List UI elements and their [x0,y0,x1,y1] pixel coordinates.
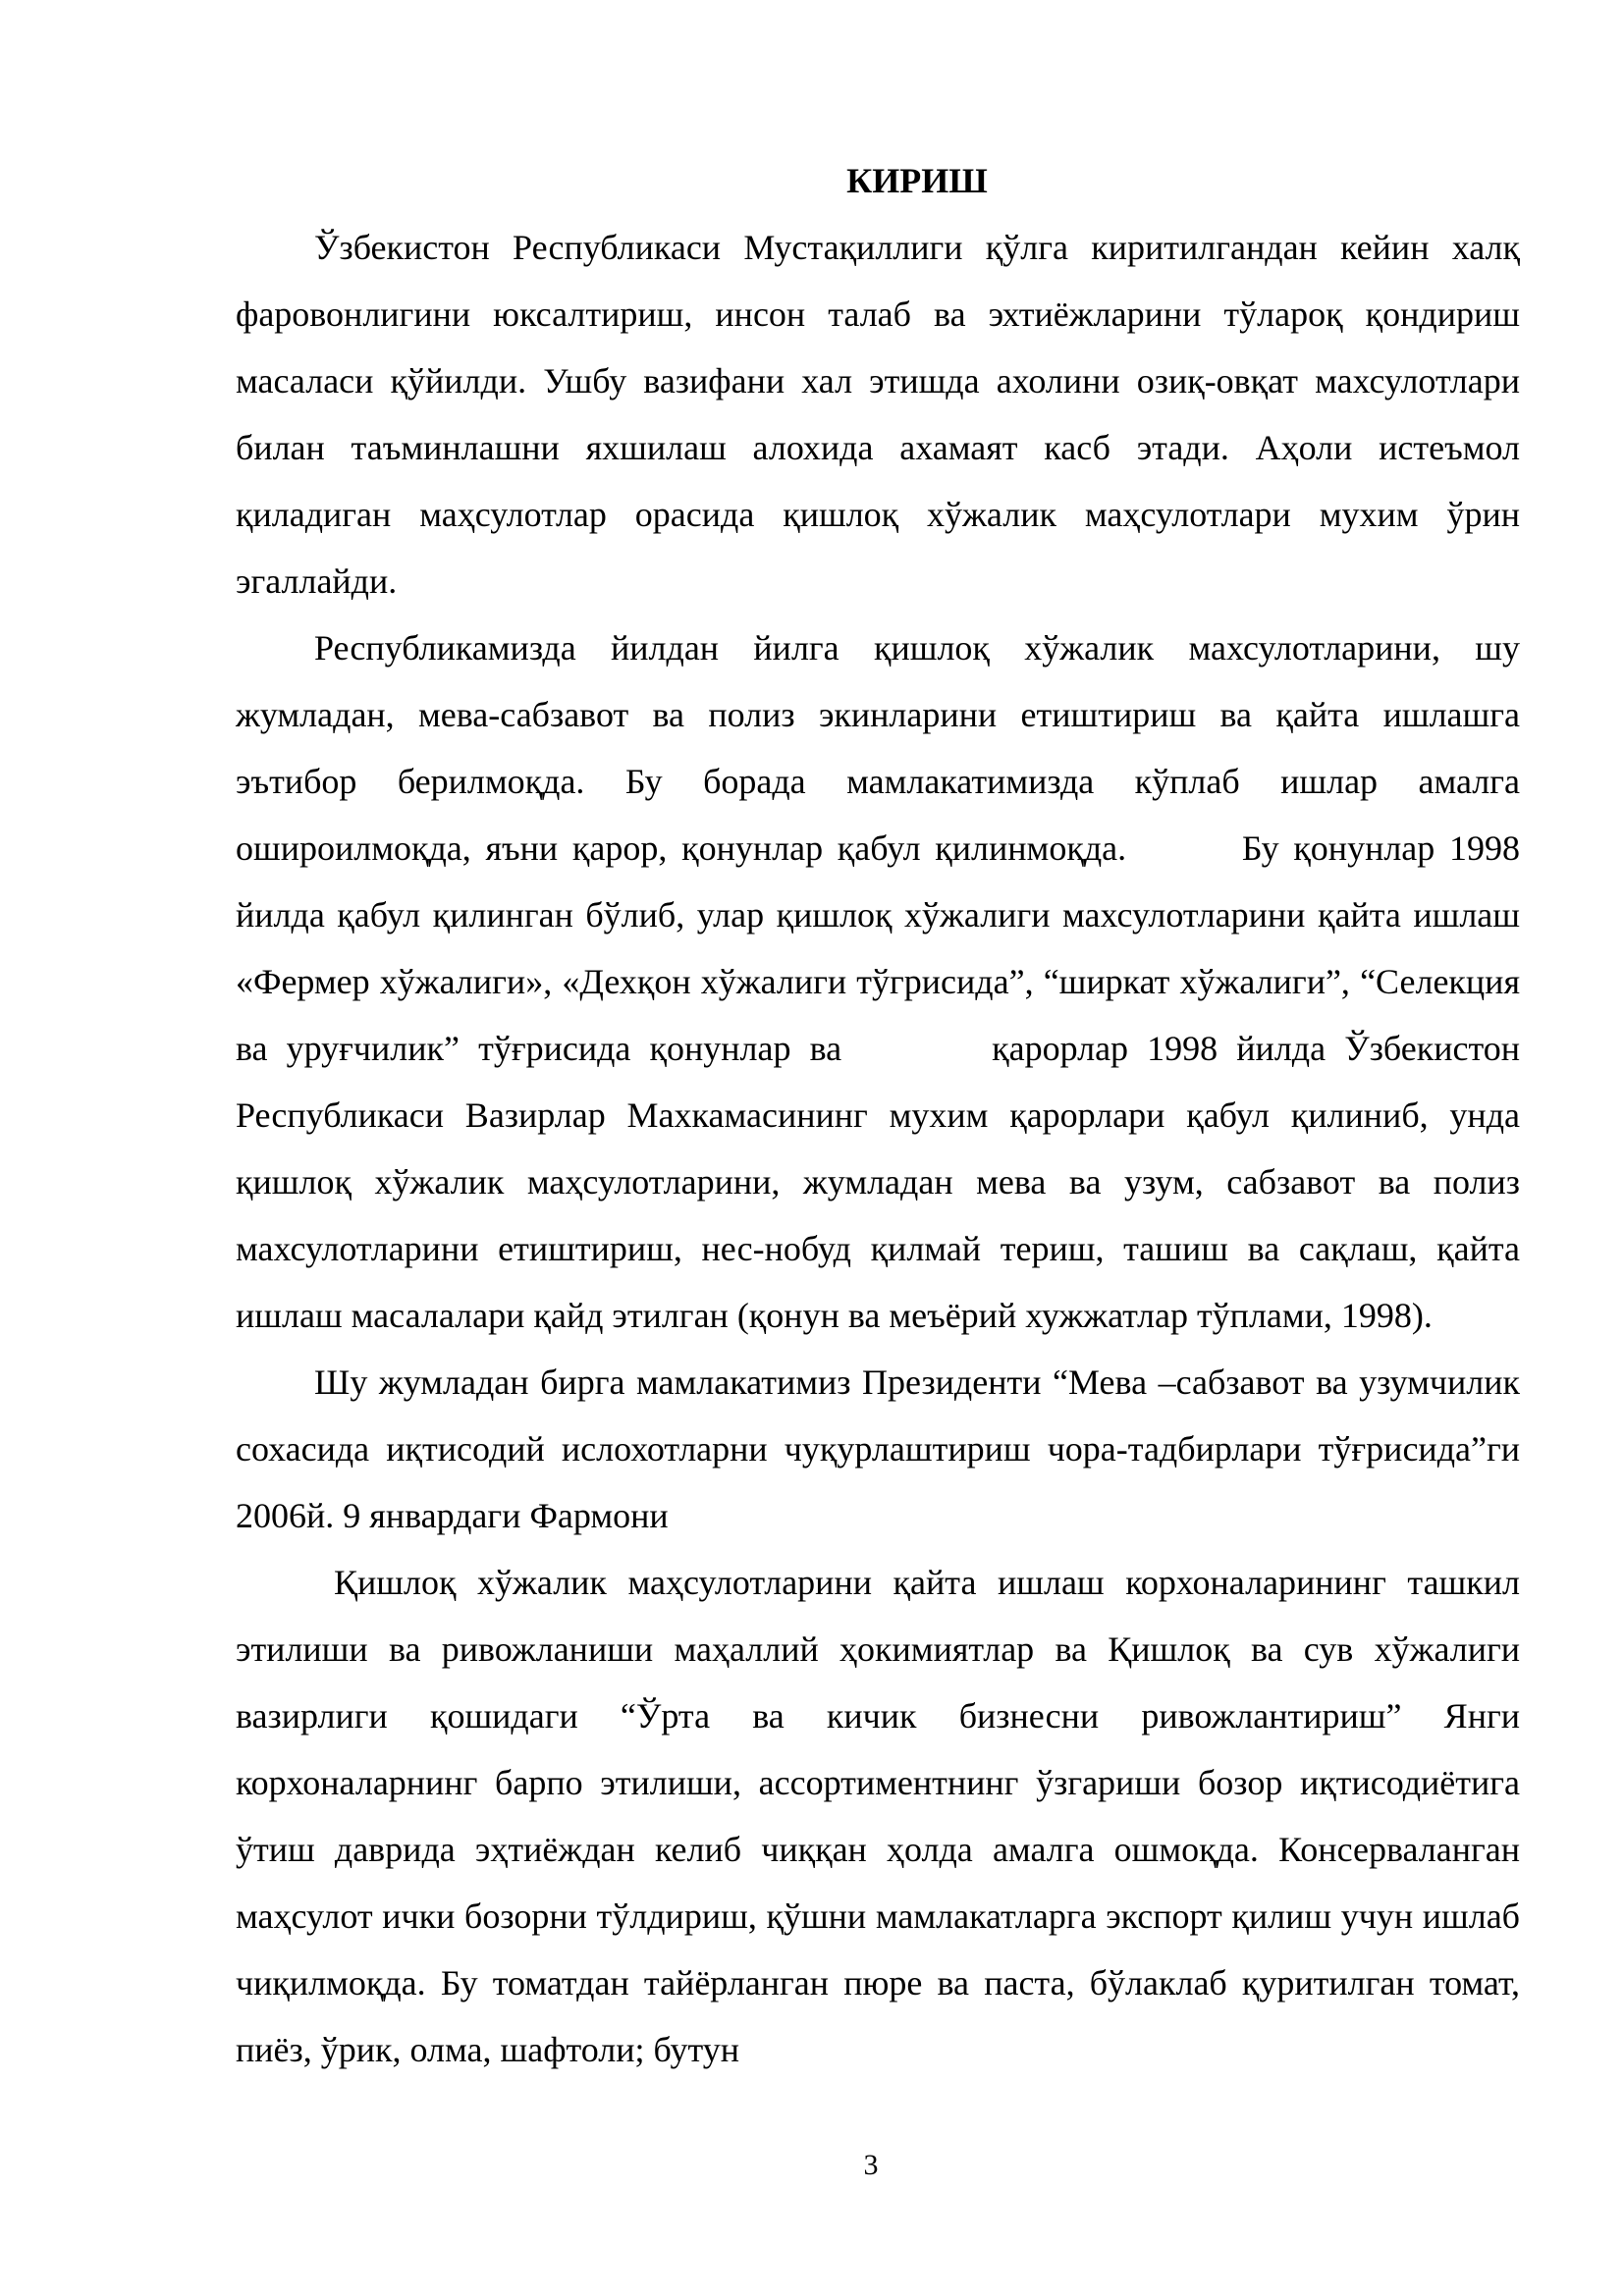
paragraph-3: Шу жумладан бирга мамлакатимиз Президенти “Мева –сабзавот ва узумчилик сохасида иқтисодий ислохотларни чуқурлаштириш чора-тадбирлари тўғрисида”ги 2006й. 9 январдаги Фармони [236,1362,1520,1535]
document-body [236,147,1529,2083]
paragraph-2: Республикамизда йилдан йилга қишлоқ хўжалик махсулотларини, шу жумладан, мева-сабзавот ва полиз экинларини етиштириш ва қайта ишлашга эътибор берилмоқда. Бу борада мамлакатимизда кўплаб ишлар амалга оширoилмоқда, яъни қарор, қонунлар қабул қилинмоқда. Бу қонунлар 1998 йилда қабул қилинган бўлиб, улар қишлоқ хўжалиги махсулотларини қайта ишлаш «Фермер хўжалиги», «Дехқон хўжалиги тўгрисида”, “ширкат хўжалиги”, “Селекция ва уруғчилик” тўғрисида қонунлар ва қарорлар 1998 йилда Ўзбекистон Республикаси Вазирлар Махкамасининг мухим қарорлари қабул қилиниб, унда қишлоқ хўжалик маҳсулотларини, жумладан мева ва узум, сабзавот ва полиз махсулотларини етиштириш, нес-нобуд қилмай териш, ташиш ва сақлаш, қайта ишлаш масалалари қайд этилган (қонун ва меъёрий хужжатлар тўплами, 1998). [236,628,1529,1335]
paragraph-1: Ўзбекистон Республикаси Мустақиллиги қўлга киритилгандан кейин халқ фаровонлигини юксалтириш, инсон талаб ва эхтиёжларини тўлароқ қондириш масаласи қўйилди. Ушбу вазифани хал этишда ахолини озиқ-овқат махсулотлари билан таъминлашни яхшилаш алохида ахамаят касб этади. Аҳоли истеъмол қиладиган маҳсулотлар орасида қишлоқ хўжалик маҳсулотлари мухим ўрин эгаллайди. [236,228,1520,601]
page-number: 3 [863,2149,879,2181]
section-title: КИРИШ [846,161,988,200]
paragraph-4: Қишлоқ хўжалик маҳсулотларини қайта ишлаш корхоналарининг ташкил этилиши ва ривожланиши маҳаллий ҳокимиятлар ва Қишлоқ ва сув хўжалиги вазирлиги қошидаги “Ўрта ва кичик бизнесни ривожлантириш” Янги корхоналарнинг барпо этилиши, ассортиментнинг ўзгариши бозор иқтисодиётига ўтиш даврида эҳтиёждан келиб чиққан ҳолда амалга ошмоқда. Консерваланган маҳсулот ички бозорни тўлдириш, қўшни мамлакатларга экспорт қилиш учун ишлаб чиқилмоқда. Бу томатдан тайёрланган пюре ва паста, бўлаклаб қуритилган томат, пиёз, ўрик, олма, шафтоли; бутун [236,1563,1520,2069]
